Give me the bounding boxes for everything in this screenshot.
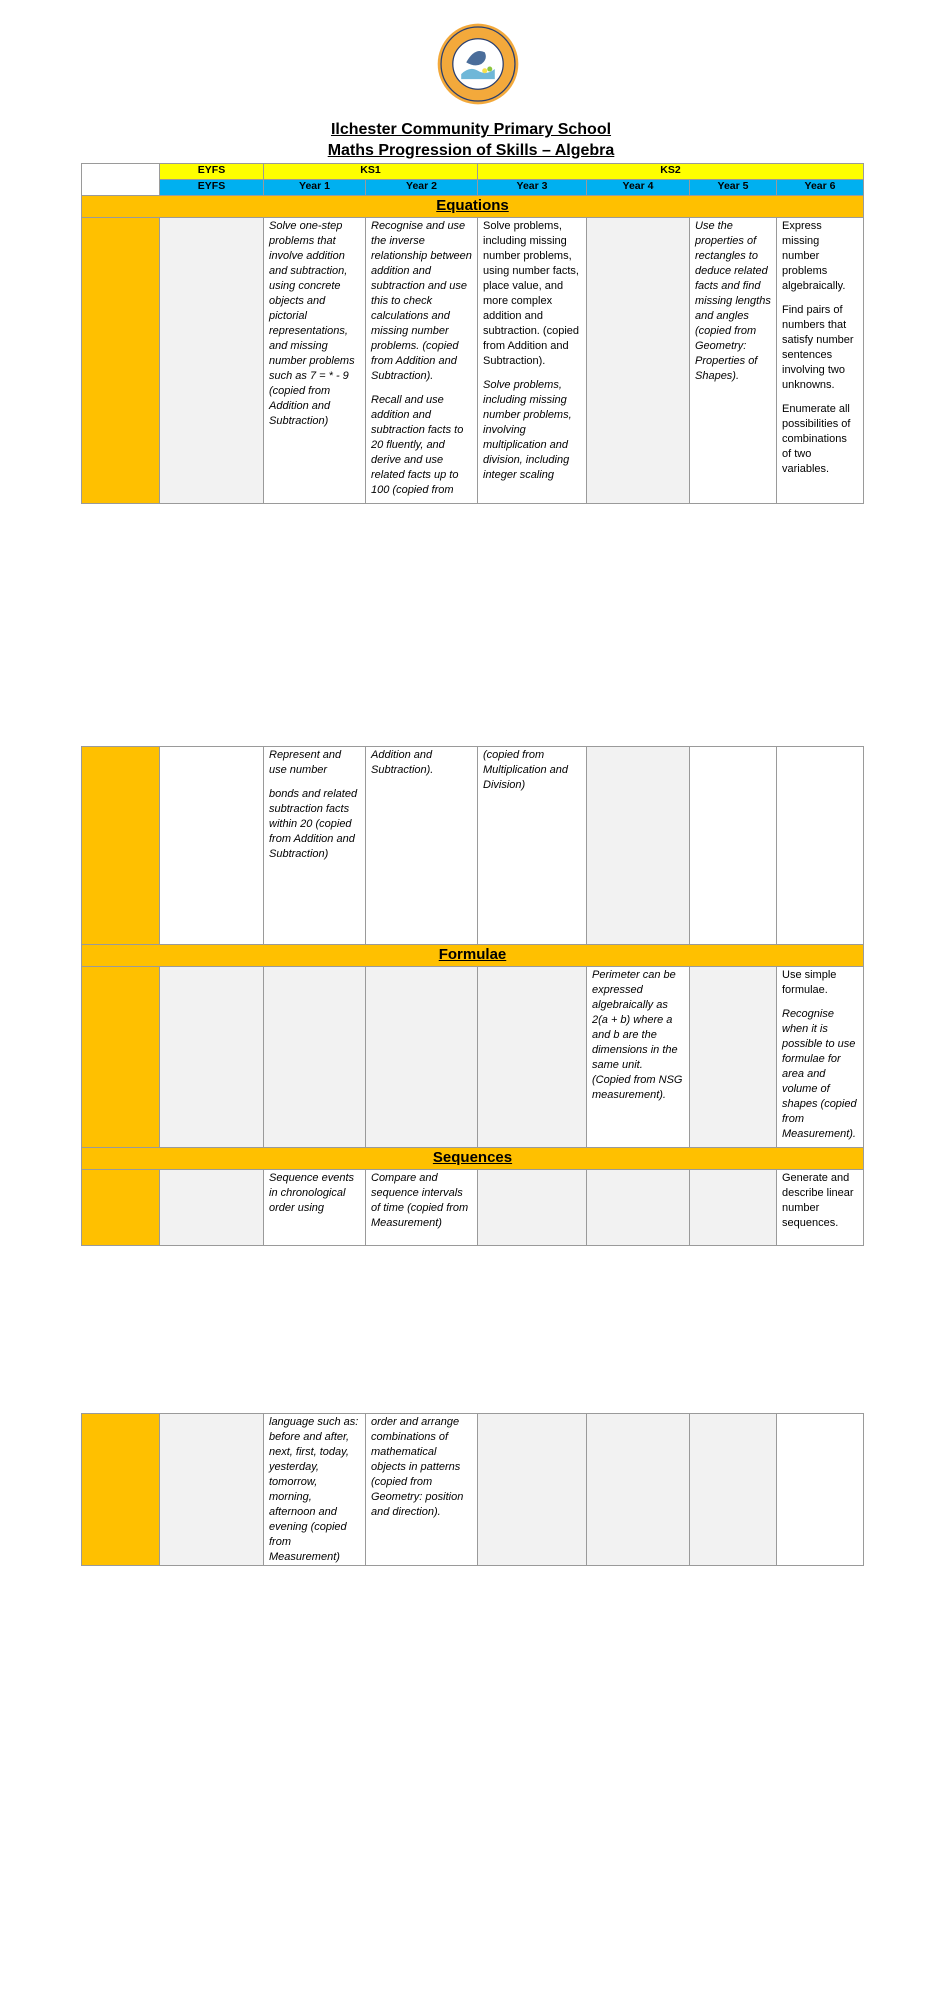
year-3: Year 3 (478, 180, 587, 196)
section-formulae-title: Formulae (82, 945, 864, 967)
row-label-cell (82, 1170, 160, 1246)
progression-table-page-2 (81, 746, 864, 1246)
sequences-y6-cell: Generate and describe linear number sequences. (777, 1170, 864, 1246)
eyfs-cell (160, 1170, 264, 1246)
sequences-cont-y1-cell: language such as: before and after, next, first, today, yesterday, tomorrow, morning, afternoon and evening (copied from Measurement) (264, 1414, 366, 1566)
equations-cont-y4-cell (587, 747, 690, 945)
school-crest-icon (436, 22, 520, 106)
year-6: Year 6 (777, 180, 864, 196)
sequences-y2-cell: Compare and sequence intervals of time (copied from Measurement) (366, 1170, 478, 1246)
row-label-cell (82, 967, 160, 1148)
formulae-y6-cell: Use simple formulae. Recognise when it is possible to use formulae for area and volume of shapes (copied from Measurement). (777, 967, 864, 1148)
equations-y3-cell: Solve problems, including missing number problems, using number facts, place value, and more complex addition and subtraction. (copied from Addition and Subtraction). Solve problems, including missing number problems, involving multiplication and division, including integer scaling (478, 218, 587, 504)
sequences-cont-y4-cell (587, 1414, 690, 1566)
eyfs-cell (160, 218, 264, 504)
equations-cont-y2-cell: Addition and Subtraction). (366, 747, 478, 945)
equations-y1-cell: Solve one-step problems that involve addition and subtraction, using concrete objects and pictorial representations, and missing number problems such as 7 = * - 9 (copied from Addition and Subtraction) (264, 218, 366, 504)
formulae-y3-cell (478, 967, 587, 1148)
document-title: Maths Progression of Skills – Algebra (327, 142, 615, 159)
equations-y4-cell (587, 218, 690, 504)
formulae-y5-cell (690, 967, 777, 1148)
corner-cell (82, 164, 160, 196)
stage-ks2: KS2 (478, 164, 864, 180)
row-label-cell (82, 747, 160, 945)
year-5: Year 5 (690, 180, 777, 196)
formulae-y4-cell: Perimeter can be expressed algebraically as 2(a + b) where a and b are the dimensions in the same unit. (Copied from NSG measurement). (587, 967, 690, 1148)
sequences-y4-cell (587, 1170, 690, 1246)
sequences-cont-y2-cell: order and arrange combinations of mathematical objects in patterns (copied from Geometry: position and direction). (366, 1414, 478, 1566)
row-label-cell (82, 1414, 160, 1566)
formulae-y2-cell (366, 967, 478, 1148)
progression-table-page-1 (81, 163, 864, 504)
equations-y2-cell: Recognise and use the inverse relationship between addition and subtraction and use this to check calculations and missing number problems. (copied from Addition and Subtraction). Recall and use addition and subtraction facts to 20 fluently, and derive and use related facts up to 100 (copied from (366, 218, 478, 504)
eyfs-cell (160, 1414, 264, 1566)
section-sequences-title: Sequences (82, 1148, 864, 1170)
sequences-y1-cell: Sequence events in chronological order using (264, 1170, 366, 1246)
sequences-cont-y5-cell (690, 1414, 777, 1566)
year-eyfs: EYFS (160, 180, 264, 196)
sequences-cont-y3-cell (478, 1414, 587, 1566)
year-2: Year 2 (366, 180, 478, 196)
equations-cont-y1-cell: Represent and use number bonds and related subtraction facts within 20 (copied from Addition and Subtraction) (264, 747, 366, 945)
progression-table-page-3 (81, 1413, 864, 1566)
eyfs-cell (160, 967, 264, 1148)
equations-cont-y5-cell (690, 747, 777, 945)
stage-eyfs: EYFS (160, 164, 264, 180)
equations-cont-y3-cell: (copied from Multiplication and Division) (478, 747, 587, 945)
section-equations-title: Equations (82, 196, 864, 218)
year-1: Year 1 (264, 180, 366, 196)
year-4: Year 4 (587, 180, 690, 196)
row-label-cell (82, 218, 160, 504)
sequences-y5-cell (690, 1170, 777, 1246)
sequences-y3-cell (478, 1170, 587, 1246)
formulae-y1-cell (264, 967, 366, 1148)
school-name: Ilchester Community Primary School (330, 121, 612, 138)
stage-ks1: KS1 (264, 164, 478, 180)
equations-cont-y6-cell (777, 747, 864, 945)
equations-y6-cell: Express missing number problems algebraically. Find pairs of numbers that satisfy number sentences involving two unknowns. Enumerate all possibilities of combinations of two variables. (777, 218, 864, 504)
equations-y5-cell: Use the properties of rectangles to deduce related facts and find missing lengths and angles (copied from Geometry: Properties of Shapes). (690, 218, 777, 504)
eyfs-cell (160, 747, 264, 945)
sequences-cont-y6-cell (777, 1414, 864, 1566)
